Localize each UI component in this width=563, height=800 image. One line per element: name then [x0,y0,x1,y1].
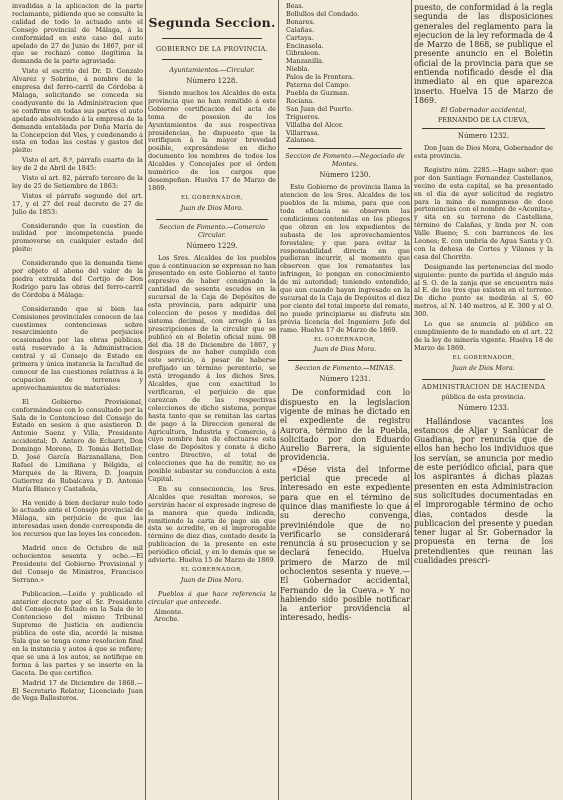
town-list [280,3,410,145]
town: Villarrasa. [286,128,320,137]
divider [288,148,402,149]
town-list [148,609,276,625]
notice-heading: Ayuntamientos.—Circular. [169,66,255,74]
town: Puebla de Guzman. [286,88,350,97]
notice-subheading: pública de esta provincia. [441,392,526,401]
paragraph: Considerando que la demanda tiene por objeto el abono del valor de la piedra extraida del Cortijo de Don Rodrigo para las obras del ferro-carril de Córdoba á Málaga: [12,259,143,299]
signature-title: EL GOBERNADOR, [452,354,515,361]
divider [162,59,262,60]
paragraph: Don Juan de Dios Mora, Gobernador de esta provincia. [414,144,553,160]
paragraph: Lo que se anuncia al público en cumplimiento de lo mandado en el art. 22 de la ley de minería vigente. Huelva 18 de Marzo de 1869. [414,320,553,352]
signature-title: EL GOBERNADOR, [313,336,377,343]
signature-name: Juan de Dios Mora. [180,203,244,212]
notice-heading: Seccion de Fomento.—MINAS. [294,364,396,373]
paragraph: Publicacion.—Leido y publicado el anterior decreto por el Sr. Presidente del Consejo de Estado en la Sala de lo Contencioso del mismo Tribunal Supremo de Justicia en audiencia pública de este dia, acordó la misma Sala que se tenga como resolucion final en la instancia y autos á que se refiere; que se una á los autos, se notifique en forma á las partes y se inserte en la Gaceta. De que certifico. [12,589,143,677]
divider [162,38,262,39]
notice-number: Número 1230. [319,171,371,180]
paragraph: En su consecuencia, los Sres. Alcaldes que resultan morosos, se servirán hacer el expresado ingreso de la manera que queda indicada, remitiendo la carta de pago sin que ésta se acredite, en el improrogable término de diez dias, contado desde la publicacion de la presente en este periódico oficial, y en lo demás que se advierte. Huelva 15 de Marzo de 1869. [148,484,276,565]
notice-number: Número 1231. [319,375,371,384]
signature-title: EL GOBERNADOR, [180,194,244,201]
town: Encinasola. [286,41,324,50]
paragraph: Visto el escrito del Dr. D. Gonzalo Alvarez y Sobrino, á nombre de la empresa del ferro-carril de Córdoba á Málaga, solicitando se conceda su coadyuvante de la Administracion que se confirme en todas sus partes el auto apelado absolviendo á la empresa de la demanda entablada por Doña María de la Concepcion del Vies, y condenando á esta en todas las costas y gastos del pleito: [12,67,143,155]
paragraph: De conformidad con lo dispuesto en la legislacion vigente de minas he dictado en el expediente de registro Aurora, término de la Puebla, solicitado por don Eduardo Aurelio Barrera, la siguiente providencia. [280,388,410,463]
column-1 [12,3,143,800]
column-divider [278,0,279,800]
paragraph: Ha venido á bien declarar nulo todo lo actuado ante el Consejo provincial de Málaga, sin perjuicio de que las interesadas usen donde corresponda de los recursos que las leyes les conceden. [12,498,143,539]
notice-number: Número 1233. [457,403,510,412]
paragraph: Madrid once de Octubre de mil ochocientos sesenta y ocho.—El Presidente del Gobierno Provisional y del Consejo de Ministros, Francisco Serrano.» [12,544,143,584]
notice-heading: ADMINISTRACION DE HACIENDA [421,382,546,391]
paragraph: Registro núm. 2285.—Hago saber: que por don Santiago Fernandez Castellanos, vecino de esta capital, se ha presentado en el dia de ayer solicitud de registro para la mina de manganeso de doce pertenencias con el nombre de «Aconita», y sita en su terreno de Castellana, término de Calañas, y linda por N. con Valle Bueno; S. con barrancos de los Leones; E. con umbría de Agua Santa y O. con la dehesa de Cortes y Vilanes y la casa del Chorrito. [414,165,553,261]
column-3 [280,3,410,800]
signature-name: FERNANDO DE LA CUEVA, [437,116,530,125]
town: Almonte. [154,607,184,616]
town: Calañas. [286,25,314,34]
town: San Juan del Puerto. [286,104,353,113]
column-2 [148,3,276,800]
paragraph: Hallándose vacantes los estancos de Aljar y Sanlúcar de Guadiana, por renuncia que de ellos han hecho los individuos que los servían, se anuncia por medio de este periódico oficial, para que los aspirantes á dichas plazas presenten en esta Administracion sus solicitudes documentadas en el improrogable término de ocho dias, contados desde la publicacion del presente y puedan tener lugar al Sr. Gobernador la propuesta en terna de los pretendientes que reunan las cualidades prescri- [414,416,553,565]
signature-name: Juan de Dios Mora. [452,363,515,372]
town: Zalamea. [286,136,317,145]
signature-title: EL GOBERNADOR, [180,566,244,573]
town: Manzanilla. [286,57,325,66]
town: Beas. [286,3,304,10]
paragraph: Vistos el párrafo segundo del art. 17, y el 27 del real decreto de 27 de Julio de 1853: [12,191,143,216]
paragraph: puesto, de conformidad á la regla segunda de las disposiciones generales del reglamento para la ejecucion de la ley reformada de 4 de Marzo de 1868, se publique el presente anuncio en el Boletin oficial de la provincia para que se entienda notificado desde el dia inmediato al en que aparezca inserto. Huelva 15 de Marzo de 1869. [414,3,553,105]
divider [288,360,402,361]
paragraph: Madrid 17 de Diciembre de 1868.—El Secretario Relator, Licenciado Juan de Vega Ballesteros. [12,678,143,703]
town: Aroche. [154,615,180,624]
notice-number: Número 1229. [186,241,238,250]
town: Bonares. [286,17,315,26]
paragraph: Este Gobierno de provincia llama la atencion de los Sres. Alcaldes de los pueblos de la misma, para que con toda eficacia se observen las condiciones contenidas en los pliegos que obran en los expedientes de subasta de los aprovechamientos forestales; y que para evitar la responsabilidad directa en que pudieran incurrir, al momento que observen que los rematantes las infringen, lo pongan en conocimiento de mi autoridad; teniendo entendido, que aun cuando hayan ingresado en la sucursal de la Caja de Depósitos el diez por ciento del total importe del remate, no puede principiarse su disfrute sin prévia licencia del Ingeniero Jefe del ramo. Huelva 17 de Marzo de 1869. [280,183,410,334]
divider [422,128,545,129]
notice-heading: Seccion de Fomento.—Comercio Circular. [159,222,265,239]
notice-number: Número 1232. [457,132,510,141]
paragraph: Los Sres. Alcaldes de los pueblos que á continuacion se expresan no han presentado en este Gobierno el tanto expresivo de haber consignado la cantidad de sesenta escudos en la sucursal de la Caja de Depósitos de esta provincia, para adquirir una coleccion de pesos y medidas del sistema decimal, con arreglo á las prescripciones de la circular que se publicó en el Boletin oficial núm. 98 del dia 18 de Diciembre de 1867, y despues de no haber cumplido con este servicio, á pesar de haberse prefijado un término perentorio, se está irrogando á los dichos Sres. Alcaldes, que con exactitud lo verificaran, el perjuicio de que carezcan de las respectivas colecciones de dicho sistema, porque hasta tanto que se remitan las cartas de pago á la Direccion general de Agricultura, Industria y Comercio, á cuyo nombre han de efectuarse esta clase de Depósitos y conste á dicho centro Directivo, el total de colecciones que ha de remitir, no es posible subastar su conduccion á esta Capital. [148,253,276,483]
paragraph: Siendo muchos los Alcaldes de esta provincia que no han remitido á este Gobierno certificacion del acta de toma de posesion de los Ayuntamientos de sus respectivas presidencias, he dispuesto que la verifiquen á la mayor brevedad posible, expresándose en dicho documento los nombres de todos los Alcaldes y Concejales por el órden numérico de los cargos que desempeñan. Huelva 17 de Marzo de 1869. [148,89,276,192]
paragraph: Considerando que la cuestion de nulidad por incompetencia puede promoverse en cualquier estado del pleito: [12,221,143,254]
town: Gibraleon. [286,49,321,58]
town: Niebla. [286,65,310,74]
town: Cartaya. [286,33,314,42]
town: Trigueros. [286,112,320,121]
town: Palos de la Frontera. [286,73,355,82]
town: Villalba del Alcor. [286,120,344,129]
govt-heading: GOBIERNO DE LA PROVINCIA. [156,45,268,53]
paragraph: invadidas á la aplicacion de la parte reclamante, pidiendo que se consulte la calidad de todo lo actuado ante el Consejo provincial de Málaga, á la conformidad en este caso del auto apelado de 27 de Junio de 1867, por el que se rechazó como ilegítima la demanda de la parte agraviada: [12,3,143,66]
column-divider [145,0,146,800]
section-title: Segunda Seccion. [148,15,276,30]
column-divider [411,0,412,800]
column-4 [414,3,553,800]
signature-name: Juan de Dios Mora. [180,575,244,584]
town: Bollullos del Condado. [286,9,360,18]
paragraph: Visto el art. 82, párrafo tercero de la ley de 25 de Setiembre de 1863: [12,174,143,190]
notice-number: Número 1228. [186,77,238,85]
notice-heading: Seccion de Fomento.—Negociado de Montes. [285,152,405,169]
paragraph: Designando las pertenencias del modo siguiente: punto de partida el ángulo más al S. O. de la zanja que se encuentra más al E. de los tres que existen en el terreno. De dicho punto se medirán al S. 60 metros, al N. 140 metros, al E. 300 y al O. 300. [414,262,553,319]
town: Paterna del Campo. [286,81,351,90]
paragraph: «Dése vista del informe pericial que precede al interesado en este expediente para que en el término de quince dias manifieste lo que á su derecho convenga, previniéndole que de no verificarlo se considerará renuncia á su prosecucion y se declará fenecido. Huelva primero de Marzo de mil ochocientos sesenta y nueve.—El Gobernador accidental, Fernando de la Cueva.» Y no habiendo sido posible notificar la anterior providencia al interesado, hedis- [280,464,410,623]
divider [156,219,268,220]
town: Rociana. [286,96,315,105]
signature-name: Juan de Dios Mora. [313,345,377,354]
paragraph: Visto el art. 8.º, párrafo cuarto de la ley de 2 de Abril de 1845: [12,156,143,173]
signature-title: El Gobernador accidental, [440,106,527,115]
paragraph: El Gobierno Provisional, conformándose con lo consultado por la Sala de lo Contencioso del Consejo de Estado en sesion á que asistieron D. Antonio Saenz y Villa, Presidente accidental; D. Antero de Echarri, Don Domingo Moreno, D. Tomás Betteller, D. José García Barzanallana, Don Rafael de Limiñana y Bélgida, el Marqués de la Rivera, D. Joaquin Gutierrez de Rubalcava y D. Antonio María Blanco y Castañola, [12,397,143,493]
paragraph: Pueblos á que hace referencia la circular que antecede. [148,589,276,606]
paragraph: Considerando que si bien las Comisiones provinciales conocen de las cuestiones contenciosas sobre resarcimiento de perjuicios ocasionados por las obras públicas, está reservado á la Administracion central y al Consejo de Estado en primera y única instancia la facultad de conocer de las cuestiones relativas á la ocupacion de terrenos y aprovechamientos de materiales: [12,304,143,392]
divider [422,379,545,380]
